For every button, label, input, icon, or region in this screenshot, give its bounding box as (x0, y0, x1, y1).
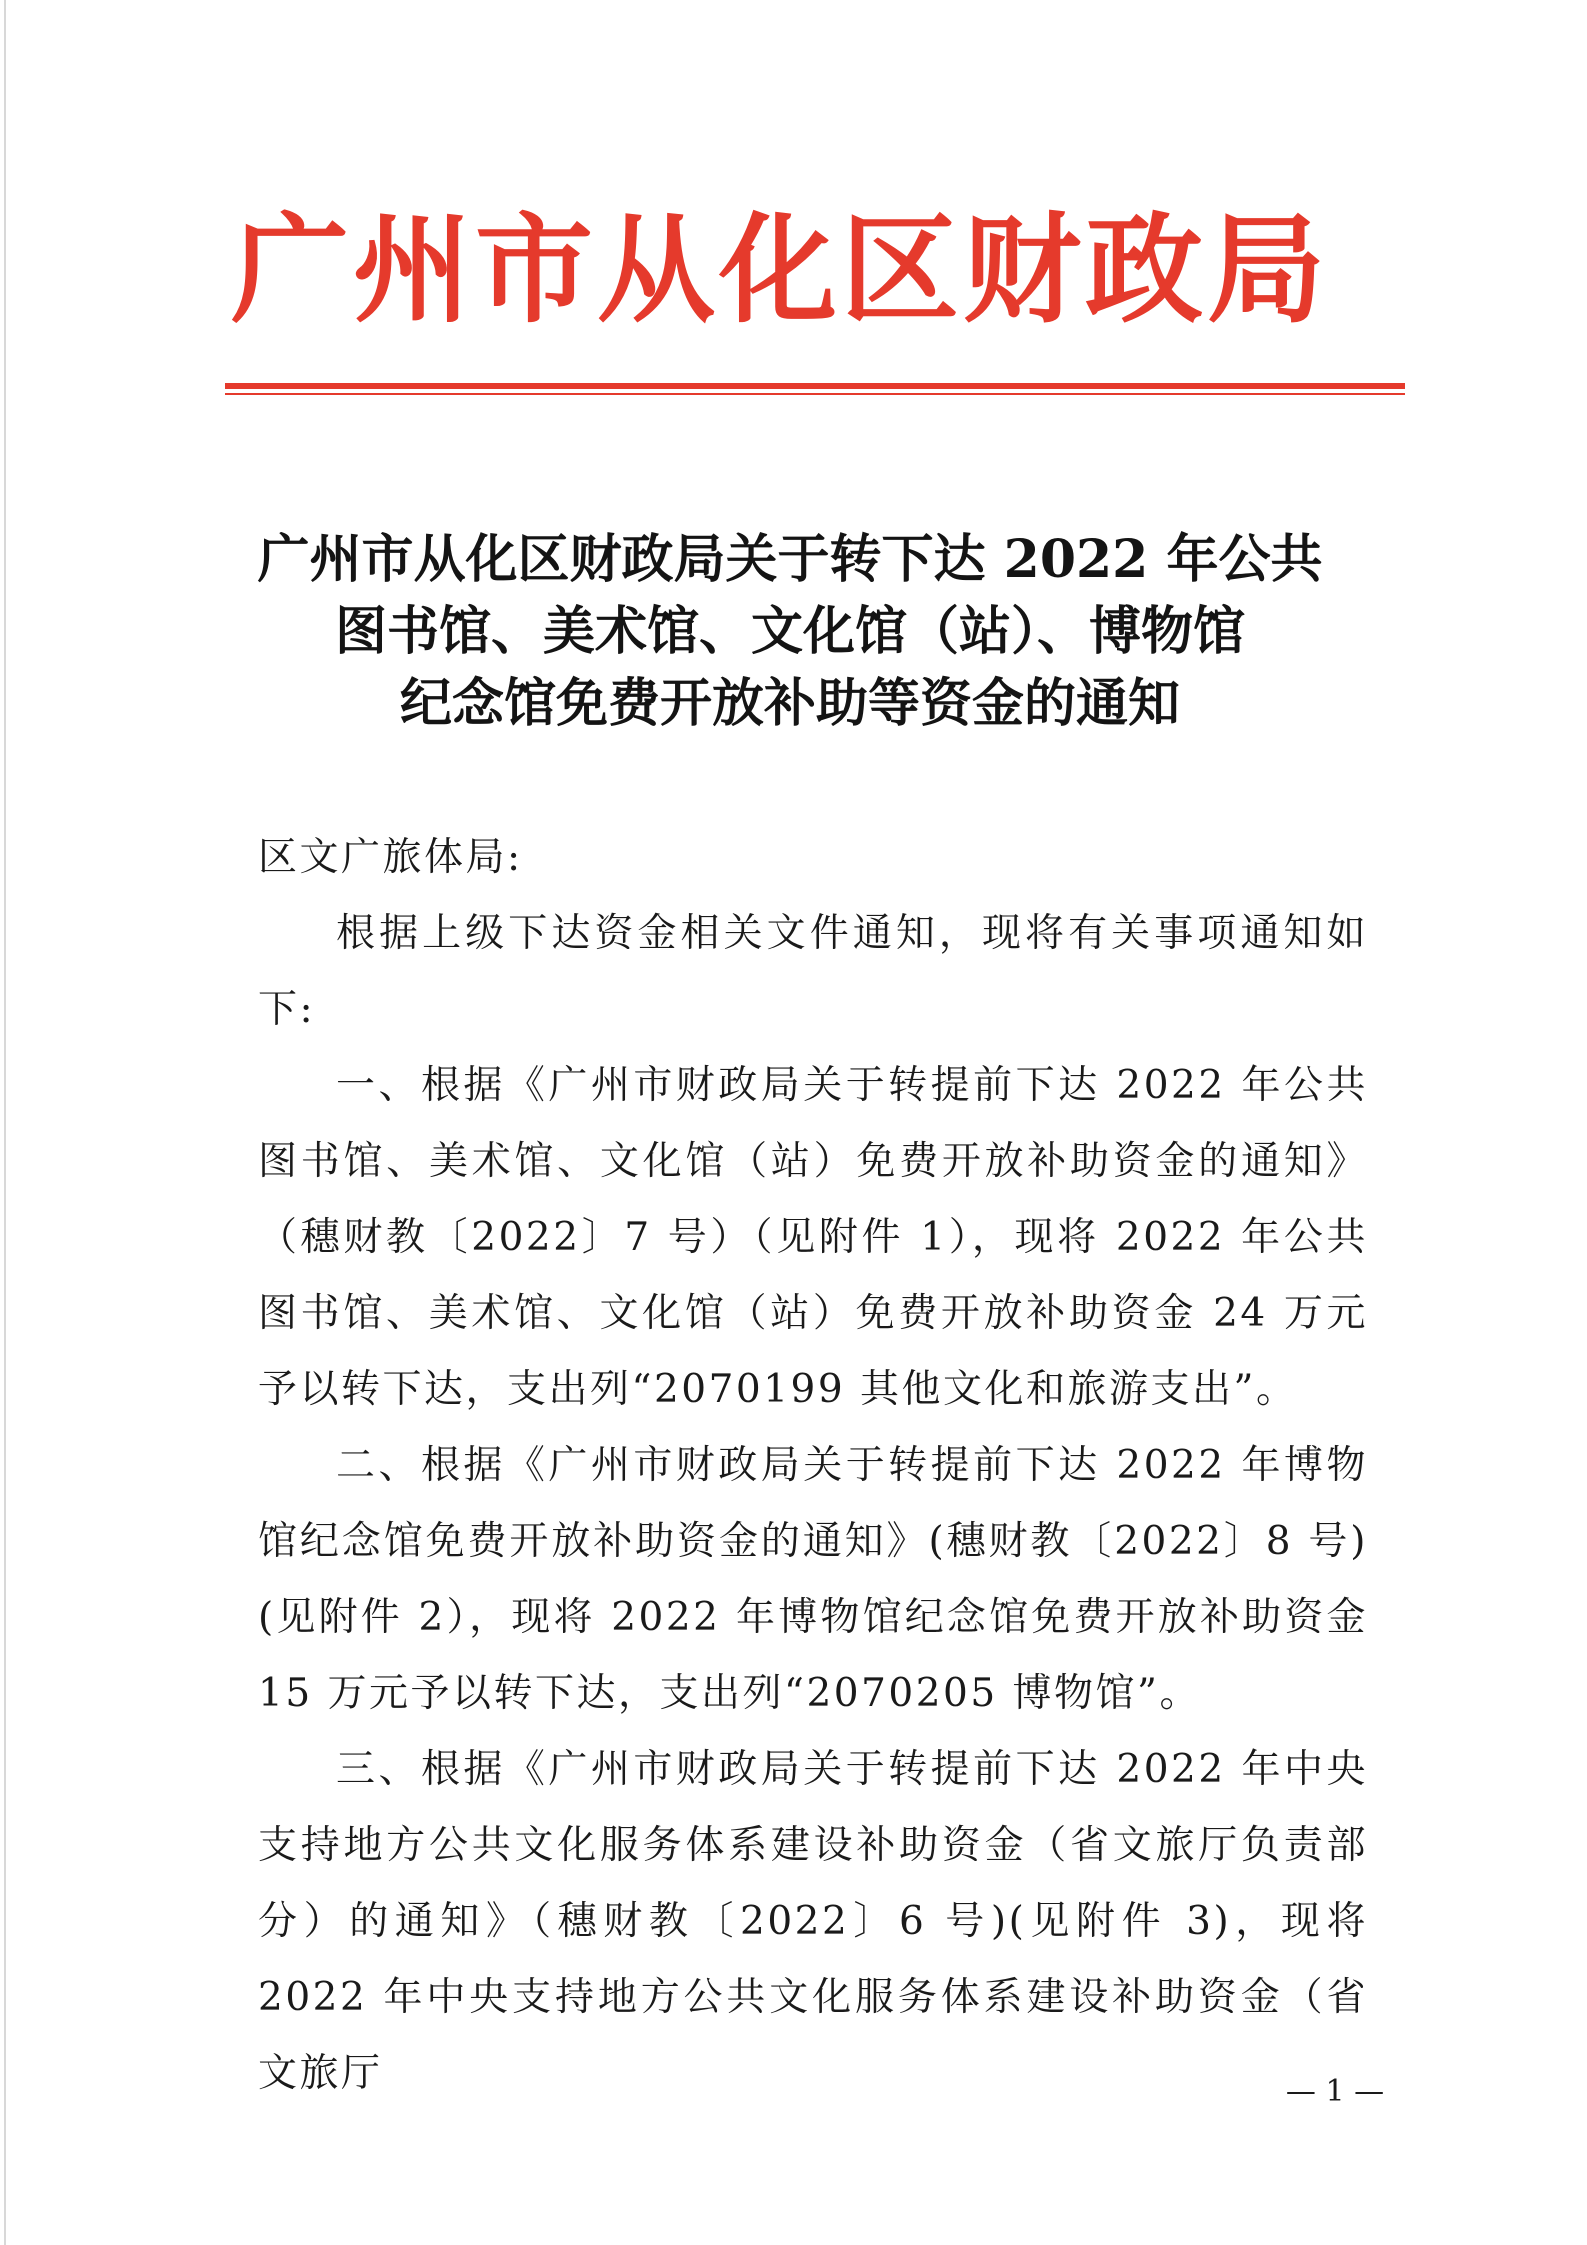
salutation: 区文广旅体局: (258, 835, 523, 880)
document-title-line: 图书馆、美术馆、文化馆（站）、博物馆 (334, 601, 1245, 662)
body-paragraph: 二、根据《广州市财政局关于转提前下达 2022 年博物馆纪念馆免费开放补助资金的通知》(穗财教〔2022〕8 号)(见附件 2），现将 2022 年博物馆纪念馆免费开放补助资金 15 万元予以转下达，支出列“2070205 博物馆”。 (258, 1443, 1368, 1716)
body-paragraph: 根据上级下达资金相关文件通知，现将有关事项通知如下: (258, 911, 1368, 1032)
masthead-red-rule-thin (225, 393, 1405, 395)
document-title-line: 广州市从化区财政局关于转下达 2022 年公共 (257, 529, 1323, 590)
page-number: — 1 — (1285, 2074, 1385, 2109)
body-paragraph: 一、根据《广州市财政局关于转提前下达 2022 年公共图书馆、美术馆、文化馆（站）免费开放补助资金的通知》（穗财教〔2022〕7 号）（见附件 1），现将 2022 年公共图书馆、美术馆、文化馆（站）免费开放补助资金 24 万元予以转下达，支出列“2070199 其他文化和旅游支出”。 (258, 1063, 1368, 1412)
masthead-title: 广州市从化区财政局 (230, 201, 1329, 339)
document-body (258, 820, 1368, 2112)
body-paragraph: 三、根据《广州市财政局关于转提前下达 2022 年中央支持地方公共文化服务体系建设补助资金（省文旅厅负责部分）的通知》（穗财教〔2022〕6 号)(见附件 3)，现将 2022 年中央支持地方公共文化服务体系建设补助资金（省文旅厅 (258, 1747, 1368, 2096)
scan-edge-line (4, 0, 6, 2245)
masthead-red-rule (225, 383, 1405, 389)
document-title (200, 524, 1380, 740)
document-title-line: 纪念馆免费开放补助等资金的通知 (399, 673, 1180, 734)
